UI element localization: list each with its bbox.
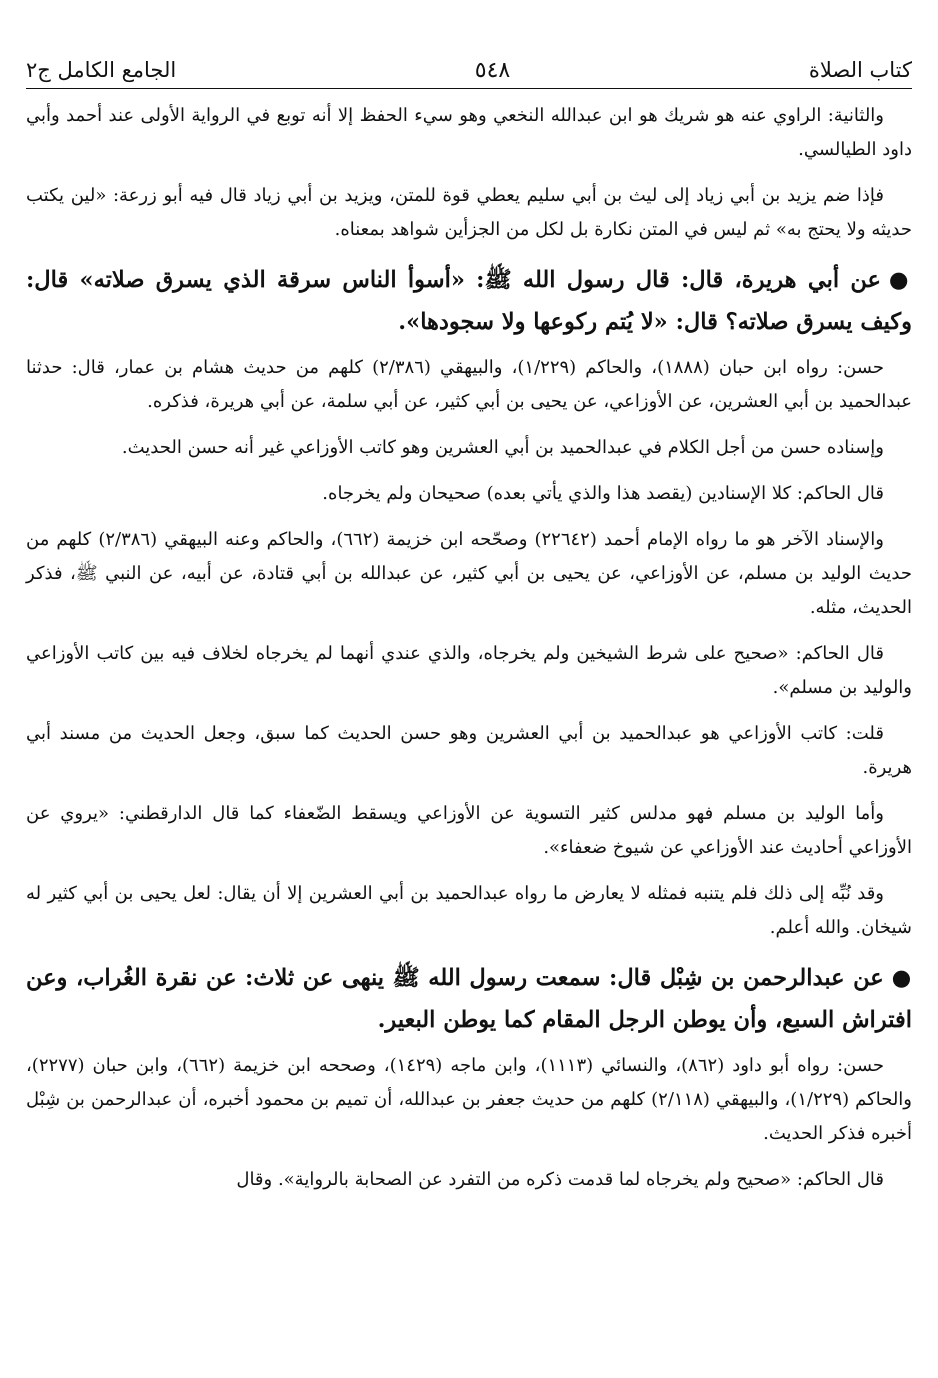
commentary-paragraph: حسن: رواه ابن حبان (١٨٨٨)، والحاكم (١/٢٢٩)، والبيهقي (٢/٣٨٦) كلهم من حديث هشام بن عمار، قال: حدثنا عبدالحميد بن أبي العشرين، عن الأوزاعي، عن يحيى بن أبي كثير، عن أبي سلمة، عن أبي هريرة، فذكره.: [26, 357, 912, 412]
bullet-icon: ●: [891, 965, 912, 991]
book-title: الجامع الكامل ج٢: [26, 58, 177, 82]
hadith-text: [26, 957, 912, 1041]
page-body: [26, 99, 912, 1197]
commentary-paragraph: حسن: رواه أبو داود (٨٦٢)، والنسائي (١١١٣)، وابن ماجه (١٤٢٩)، وصححه ابن خزيمة (٦٦٢)، وابن حبان (٢٢٧٧)، والحاكم (١/٢٢٩)، والبيهقي (٢/١١٨) كلهم من حديث جعفر بن عبدالله، أن تميم بن محمود أخبره، أن عبدالرحمن بن شِبْل أخبره فذكر الحديث.: [26, 1055, 913, 1144]
hadith-body: عن عبدالرحمن بن شِبْل قال: سمعت رسول الله ﷺ ينهى عن ثلاث: عن نقرة الغُراب، وعن افتراش السبع، وأن يوطن الرجل المقام كما يوطن البعير.: [26, 965, 912, 1033]
hadith-text: [26, 259, 912, 343]
commentary-paragraph: فإذا ضم يزيد بن أبي زياد إلى ليث بن أبي سليم يعطي قوة للمتن، ويزيد بن أبي زياد قال فيه أبو زرعة: «لين يكتب حديثه ولا يحتج به» ثم ليس في المتن نكارة بل لكل من الجزأين شواهد بمعناه.: [26, 185, 912, 240]
commentary-paragraph: وإسناده حسن من أجل الكلام في عبدالحميد بن أبي العشرين وهو كاتب الأوزاعي غير أنه حسن الحديث.: [121, 437, 884, 458]
commentary-paragraph: والإسناد الآخر هو ما رواه الإمام أحمد (٢٢٦٤٢) وصحّحه ابن خزيمة (٦٦٢)، والحاكم وعنه البيهقي (٢/٣٨٦) كلهم من حديث الوليد بن مسلم، عن الأوزاعي، عن يحيى بن أبي كثير، عن عبدالله بن أبي قتادة، عن أبيه، عن النبي ﷺ، فذكر الحديث، مثله.: [26, 529, 912, 618]
hadith-body: عن أبي هريرة، قال: قال رسول الله ﷺ: «أسوأ الناس سرقة الذي يسرق صلاته» قال: وكيف يسرق صلاته؟ قال: «لا يُتم ركوعها ولا سجودها».: [26, 267, 912, 335]
commentary-paragraph: قال الحاكم: «صحيح على شرط الشيخين ولم يخرجاه، والذي عندي أنهما لم يخرجاه لخلاف فيه بين كاتب الأوزاعي والوليد بن مسلم».: [26, 643, 912, 698]
bullet-icon: ●: [888, 267, 912, 293]
page-number: ٥٤٨: [474, 57, 511, 83]
page-header: [26, 52, 912, 89]
commentary-paragraph: وقد نُبِّه إلى ذلك فلم يتنبه فمثله لا يعارض ما رواه عبدالحميد بن أبي العشرين إلا أن يقال: لعل يحيى بن أبي كثير له شيخان. والله أعلم.: [26, 883, 912, 938]
chapter-title: كتاب الصلاة: [808, 58, 912, 82]
commentary-paragraph: قال الحاكم: «صحيح ولم يخرجاه لما قدمت ذكره من التفرد عن الصحابة بالرواية». وقال: [236, 1169, 884, 1190]
book-page: [26, 52, 912, 1209]
commentary-paragraph: قال الحاكم: كلا الإسنادين (يقصد هذا والذي يأتي بعده) صحيحان ولم يخرجاه.: [322, 483, 884, 504]
commentary-paragraph: والثانية: الراوي عنه هو شريك هو ابن عبدالله النخعي وهو سيء الحفظ إلا أنه توبع في الرواية الأولى عند أحمد وأبي داود الطيالسي.: [26, 105, 912, 160]
commentary-paragraph: قلت: كاتب الأوزاعي هو عبدالحميد بن أبي العشرين وهو حسن الحديث كما سبق، وجعل الحديث من مسند أبي هريرة.: [26, 723, 912, 778]
commentary-paragraph: وأما الوليد بن مسلم فهو مدلس كثير التسوية عن الأوزاعي ويسقط الضّعفاء كما قال الدارقطني: «يروي عن الأوزاعي أحاديث عند الأوزاعي عن شيوخ ضعفاء».: [26, 803, 912, 858]
